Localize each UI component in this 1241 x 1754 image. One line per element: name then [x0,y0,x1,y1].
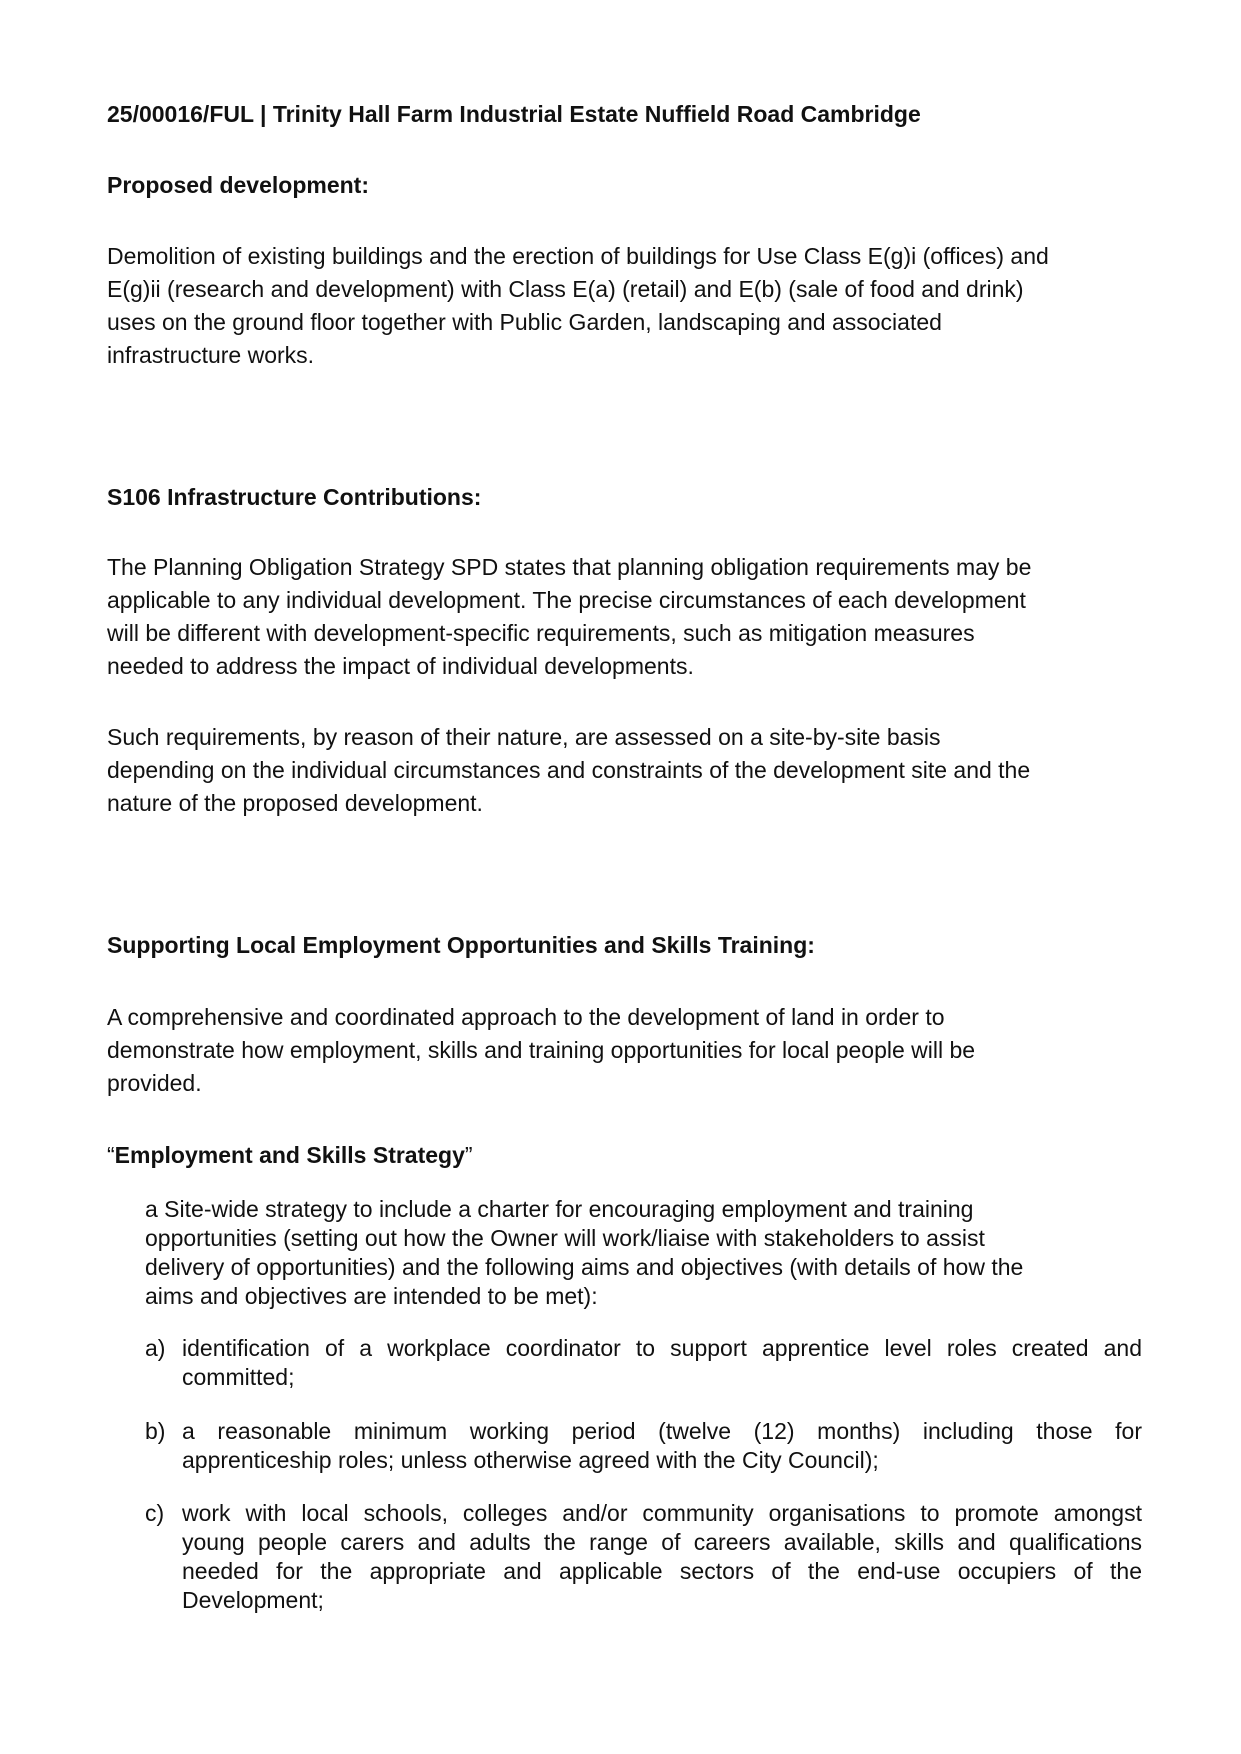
paragraph-line: a Site-wide strategy to include a charter for encouraging employment and training [145,1196,974,1222]
s106-paragraph-2 [107,721,1147,820]
paragraph-line: The Planning Obligation Strategy SPD states that planning obligation requirements may be [107,554,1032,580]
paragraph-line: A comprehensive and coordinated approach to the development of land in order to [107,1004,945,1030]
s106-heading: S106 Infrastructure Contributions: [107,484,482,510]
list-item-label: c) [145,1500,165,1526]
proposed-development-paragraph [107,240,1147,372]
paragraph-line: committed; [182,1364,295,1390]
paragraph-line: Demolition of existing buildings and the erection of buildings for Use Class E(g)i (offices) and [107,243,1049,269]
list-item-label: a) [145,1335,166,1361]
paragraph-line: delivery of opportunities) and the following aims and objectives (with details of how the [145,1254,1024,1280]
open-quote: “ [107,1142,115,1168]
paragraph-line: will be different with development-specific requirements, such as mitigation measures [107,620,975,646]
employment-heading: Supporting Local Employment Opportunities and Skills Training: [107,932,815,958]
paragraph-line: nature of the proposed development. [107,790,483,816]
paragraph-line: opportunities (setting out how the Owner will work/liaise with stakeholders to assist [145,1225,985,1251]
paragraph-line: needed for the appropriate and applicable sectors of the end-use occupiers of the [182,1558,1142,1584]
paragraph-line: uses on the ground floor together with Public Garden, landscaping and associated [107,309,942,335]
close-quote: ” [464,1142,473,1168]
paragraph-line: E(g)ii (research and development) with Class E(a) (retail) and E(b) (sale of food and drink) [107,276,1024,302]
paragraph-line: applicable to any individual development. The precise circumstances of each development [107,587,1026,613]
paragraph-line: apprenticeship roles; unless otherwise agreed with the City Council); [182,1447,879,1473]
strategy-heading-text: Employment and Skills Strategy [114,1142,465,1168]
paragraph-line: needed to address the impact of individual developments. [107,653,694,679]
paragraph-line: aims and objectives are intended to be met): [145,1283,598,1309]
paragraph-line: Such requirements, by reason of their nature, are assessed on a site-by-site basis [107,724,941,750]
s106-paragraph-1 [107,551,1147,683]
list-item-label: b) [145,1418,166,1444]
strategy-intro [145,1195,1135,1311]
list-item-text [182,1417,1142,1475]
document-title: 25/00016/FUL | Trinity Hall Farm Industrial Estate Nuffield Road Cambridge [107,101,921,127]
proposed-development-heading: Proposed development: [107,172,369,198]
paragraph-line: work with local schools, colleges and/or community organisations to promote amongst [182,1500,1142,1526]
paragraph-line: Development; [182,1587,324,1613]
paragraph-line: demonstrate how employment, skills and training opportunities for local people will be [107,1037,976,1063]
employment-paragraph [107,1001,1147,1100]
paragraph-line: depending on the individual circumstances and constraints of the development site and the [107,757,1031,783]
strategy-heading [107,1139,473,1172]
paragraph-line: infrastructure works. [107,342,315,368]
paragraph-line: identification of a workplace coordinator to support apprentice level roles created and [182,1335,1142,1361]
list-item-text [182,1499,1142,1615]
paragraph-line: a reasonable minimum working period (twelve (12) months) including those for [182,1418,1142,1444]
paragraph-line: provided. [107,1070,202,1096]
paragraph-line: young people carers and adults the range of careers available, skills and qualifications [182,1529,1142,1555]
list-item-text [182,1334,1142,1392]
